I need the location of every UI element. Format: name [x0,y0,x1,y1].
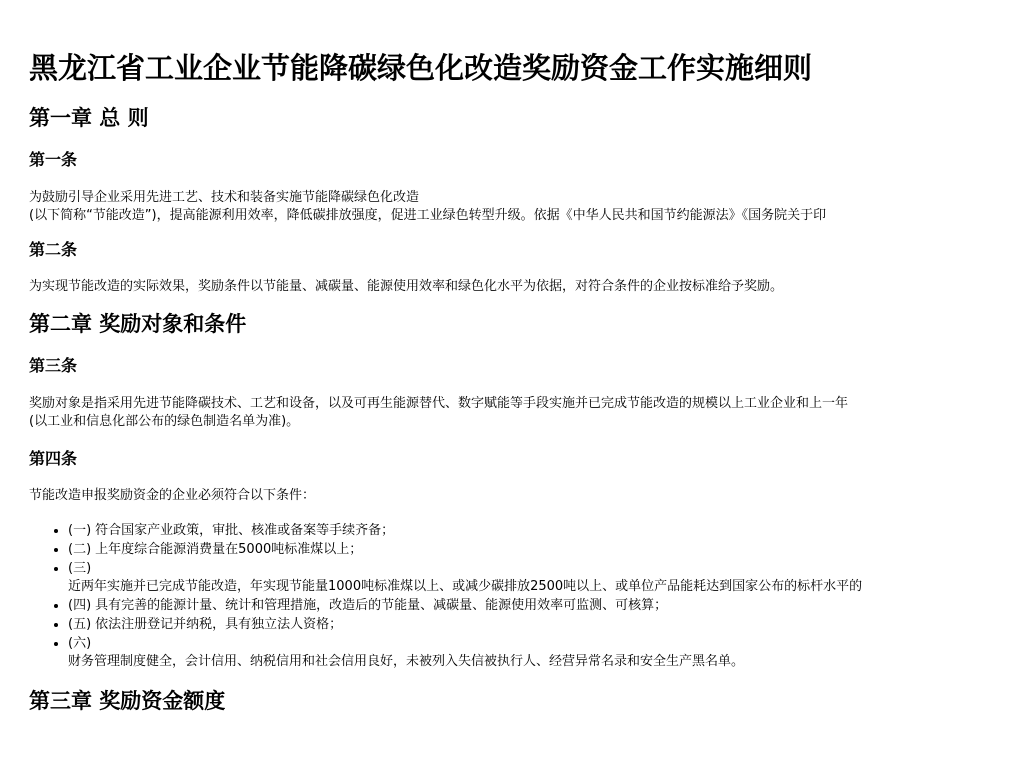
condition-item-4 [68,597,1024,615]
condition-text: 近两年实施并已完成节能改造，年实现节能量1000吨标准煤以上、或减少碳排放2500吨以上、或单位产品能耗达到国家公布的标杆水平的 [68,579,863,594]
article-2-text: 为实现节能改造的实际效果，奖励条件以节能量、减碳量、能源使用效率和绿色化水平为依据，对符合条件的企业按标准给予奖励。 [29,279,784,294]
condition-text: 具有完善的能源计量、统计和管理措施，改造后的节能量、减碳量、能源使用效率可监测、可核算； [95,598,668,613]
article-1-heading: 第一条 [29,150,78,169]
chapter-1-heading: 第一章 总 则 [29,106,149,130]
conditions-list [29,522,1024,671]
article-4-heading: 第四条 [29,449,78,468]
article-3-heading: 第三条 [29,356,78,375]
chapter-2-heading: 第二章 奖励对象和条件 [29,312,247,336]
condition-text: 财务管理制度健全，会计信用、纳税信用和社会信用良好，未被列入失信被执行人、经营异常名录和安全生产黑名单。 [68,654,745,669]
condition-text: 上年度综合能源消费量在5000吨标准煤以上； [95,542,363,557]
condition-label: (二) [68,542,92,557]
condition-text: 依法注册登记并纳税，具有独立法人资格； [95,617,343,632]
article-1-line-2: (以下简称“节能改造”)，提高能源利用效率，降低碳排放强度，促进工业绿色转型升级。依据《中华人民共和国节约能源法》《国务院关于印 [29,208,827,223]
chapter-3-heading: 第三章 奖励资金额度 [29,689,226,713]
condition-label: (四) [68,598,92,613]
document-body [29,48,1024,715]
condition-item-3 [68,560,1024,596]
condition-label: • (六) [68,636,92,651]
condition-item-1 [68,522,1024,540]
condition-label: (一) [68,523,92,538]
article-3-line-1: 奖励对象是指采用先进节能降碳技术、工艺和设备，以及可再生能源替代、数字赋能等手段实施并已完成节能改造的规模以上工业企业和上一年 [29,396,849,411]
condition-item-6 [68,635,1024,671]
condition-label: (五) [68,617,92,632]
condition-item-5 [68,616,1024,634]
article-3-line-2: (以工业和信息化部公布的绿色制造名单为准)。 [29,414,300,429]
article-4-intro: 节能改造申报奖励资金的企业必须符合以下条件： [29,488,316,503]
condition-text: 符合国家产业政策，审批、核准或备案等手续齐备； [95,523,395,538]
condition-label: • (三) [68,561,92,576]
condition-item-2 [68,541,1024,559]
document-title: 黑龙江省工业企业节能降碳绿色化改造奖励资金工作实施细则 [29,51,813,85]
article-2-heading: 第二条 [29,240,78,259]
article-1-line-1: 为鼓励引导企业采用先进工艺、技术和装备实施节能降碳绿色化改造 [29,190,420,205]
